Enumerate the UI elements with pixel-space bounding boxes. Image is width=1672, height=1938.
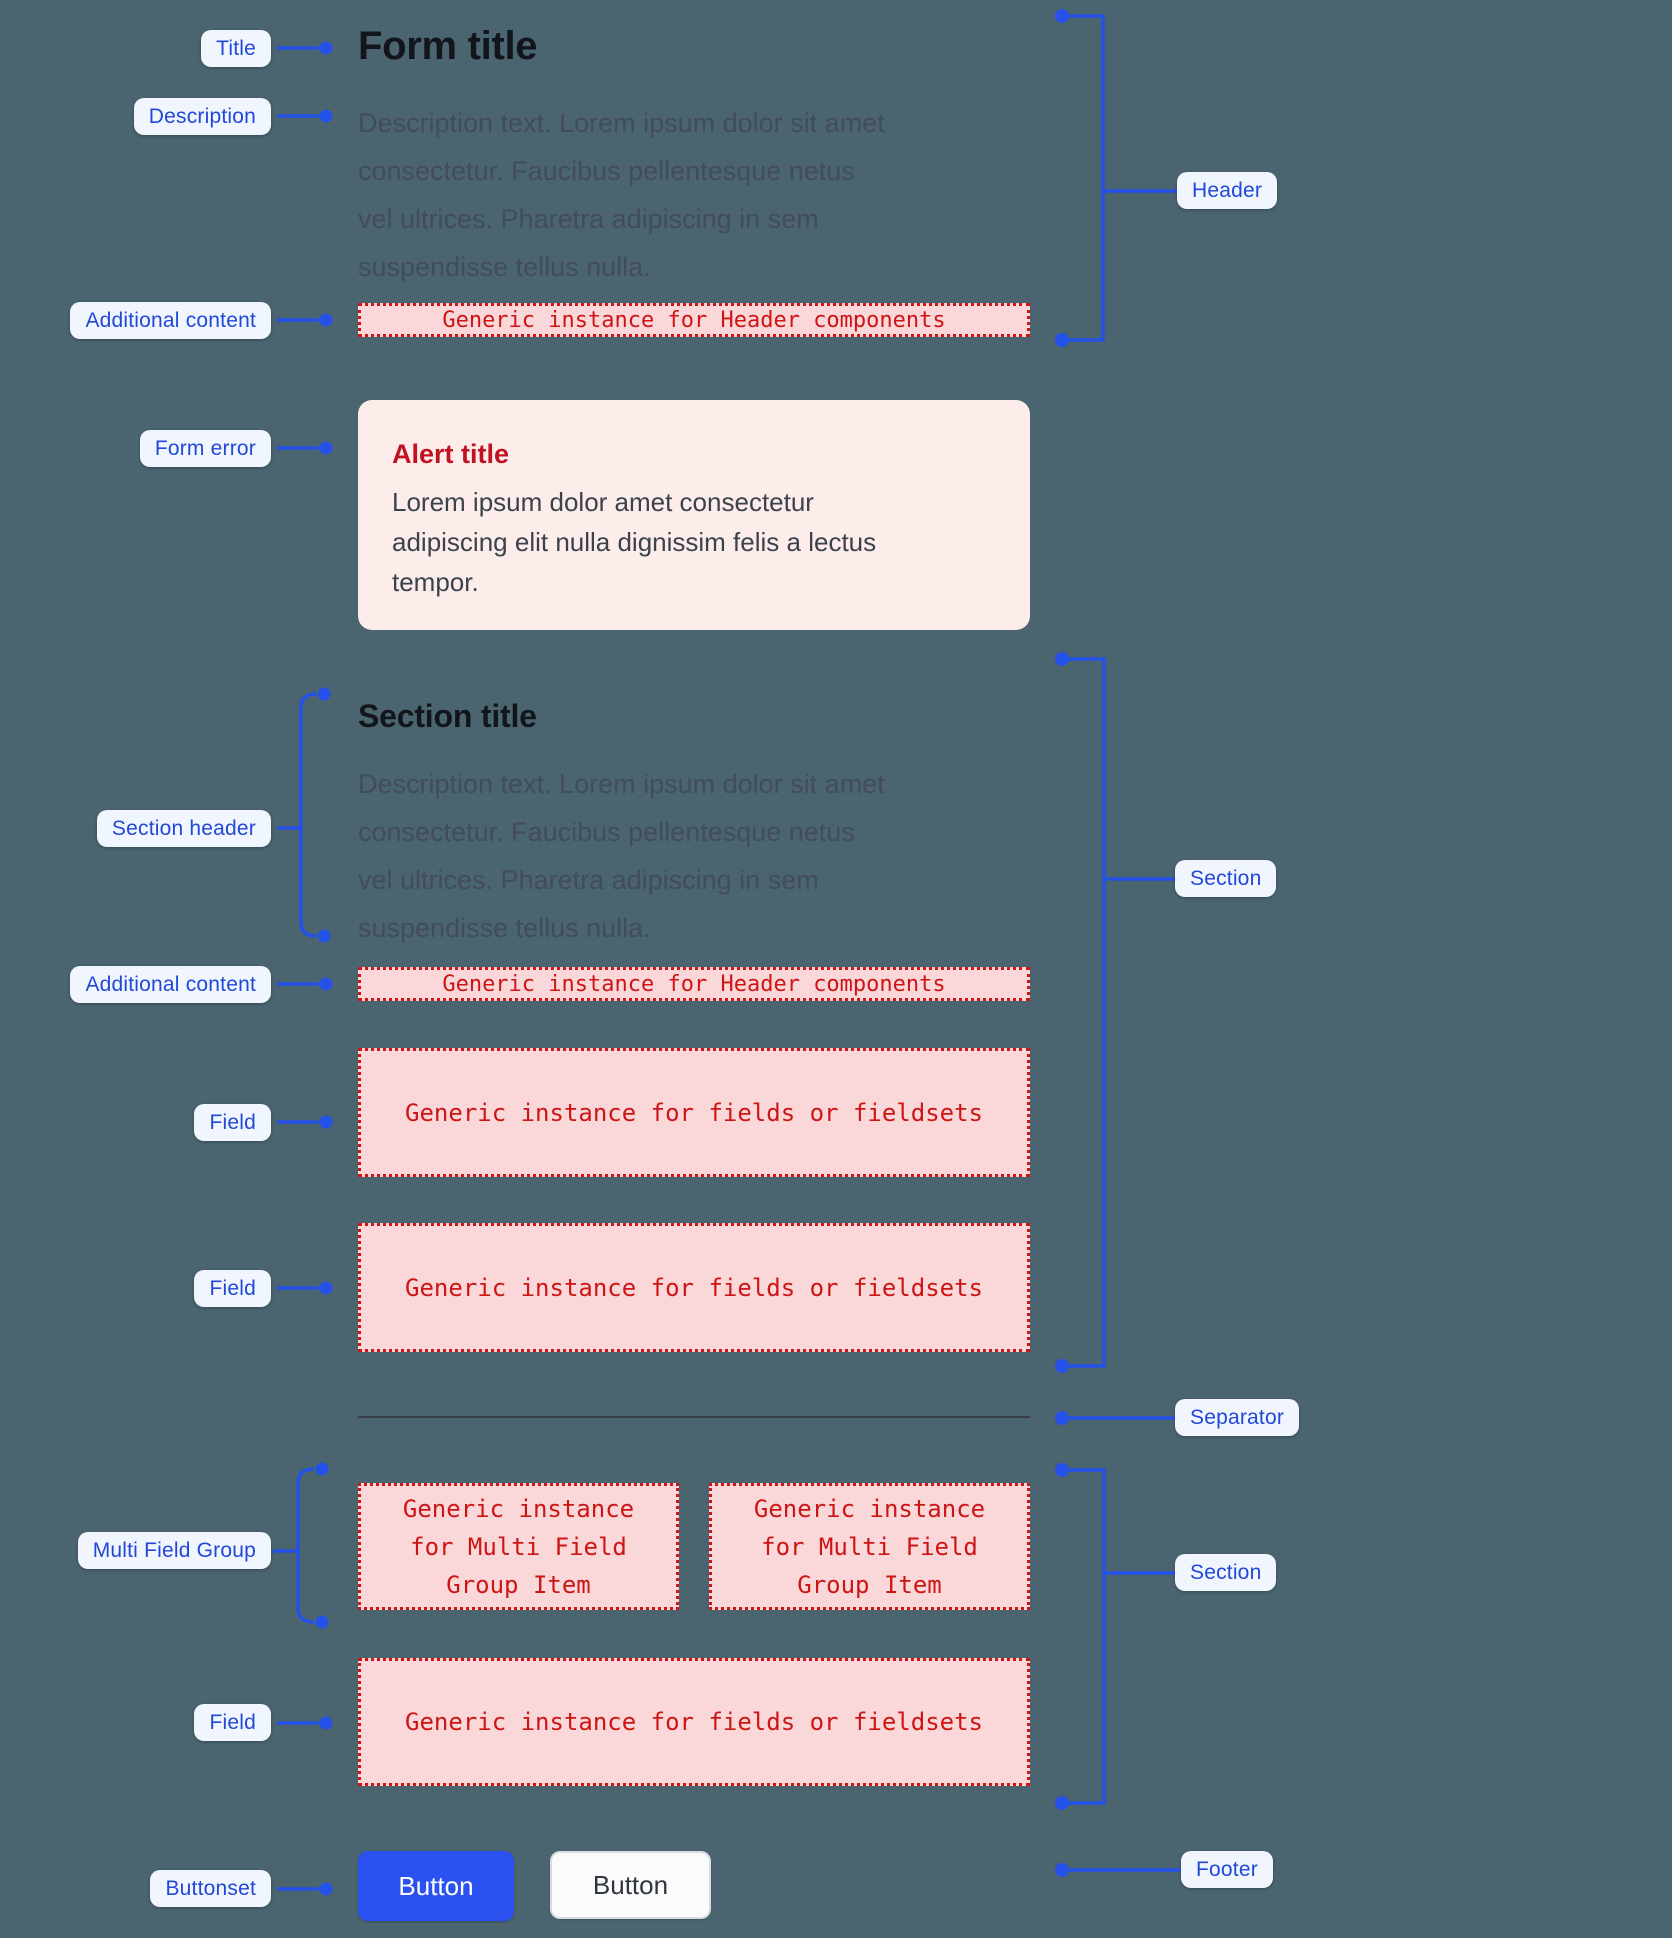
multi-field-group-item-line: for Multi Field xyxy=(761,1532,978,1561)
annotation-field-1: Field xyxy=(194,1104,271,1141)
primary-button[interactable]: Button xyxy=(358,1851,514,1921)
annotation-form-error: Form error xyxy=(140,430,271,467)
connector-header-bracket xyxy=(1055,9,1177,347)
section-additional-content-placeholder: Generic instance for Header components xyxy=(358,967,1030,1001)
connector-field-3 xyxy=(277,1717,333,1730)
annotation-title: Title xyxy=(201,30,271,67)
header-additional-content-placeholder: Generic instance for Header components xyxy=(358,303,1030,337)
multi-field-group-item-1 xyxy=(358,1483,679,1610)
alert-description-line: adipiscing elit nulla dignissim felis a lectus xyxy=(392,527,877,557)
connector-section-2-bracket xyxy=(1055,1463,1175,1810)
connector-field-1 xyxy=(277,1116,333,1129)
connector-title xyxy=(277,42,333,55)
form-error-alert xyxy=(358,400,1030,630)
alert-description-line: tempor. xyxy=(392,567,479,597)
secondary-button[interactable]: Button xyxy=(550,1851,711,1919)
annotation-field-2: Field xyxy=(194,1270,271,1307)
connector-multi-field-group-bracket xyxy=(273,1463,329,1629)
annotation-additional-content-2: Additional content xyxy=(70,966,271,1003)
connector-form-error xyxy=(277,442,333,455)
connector-additional-content-1 xyxy=(277,314,333,327)
form-description-line: vel ultrices. Pharetra adipiscing in sem xyxy=(358,204,819,234)
annotation-section-2: Section xyxy=(1175,1554,1276,1591)
section-description-line: vel ultrices. Pharetra adipiscing in sem xyxy=(358,865,819,895)
field-placeholder-2: Generic instance for fields or fieldsets xyxy=(358,1223,1030,1352)
annotation-separator: Separator xyxy=(1175,1399,1299,1436)
connector-footer xyxy=(1055,1863,1181,1877)
multi-field-group xyxy=(358,1483,1030,1610)
connector-additional-content-2 xyxy=(277,978,333,991)
connector-buttonset xyxy=(277,1883,333,1896)
annotation-additional-content-1: Additional content xyxy=(70,302,271,339)
multi-field-group-item-2 xyxy=(709,1483,1030,1610)
annotation-description: Description xyxy=(134,98,271,135)
multi-field-group-item-line: Group Item xyxy=(797,1570,942,1599)
section-description-line: Description text. Lorem ipsum dolor sit amet xyxy=(358,769,885,799)
section-description xyxy=(358,760,885,952)
connector-field-2 xyxy=(277,1282,333,1295)
connector-separator xyxy=(1055,1411,1175,1425)
annotation-footer: Footer xyxy=(1181,1851,1273,1888)
form-description-line: Description text. Lorem ipsum dolor sit amet xyxy=(358,108,885,138)
annotation-multi-field-group: Multi Field Group xyxy=(78,1532,271,1569)
section-title: Section title xyxy=(358,698,537,734)
annotation-section-1: Section xyxy=(1175,860,1276,897)
connector-description xyxy=(277,110,333,123)
separator-line xyxy=(358,1416,1030,1418)
field-placeholder-1: Generic instance for fields or fieldsets xyxy=(358,1048,1030,1177)
annotation-buttonset: Buttonset xyxy=(150,1870,271,1907)
multi-field-group-item-line: Generic instance xyxy=(753,1494,986,1523)
annotation-field-3: Field xyxy=(194,1704,271,1741)
section-description-line: consectetur. Faucibus pellentesque netus xyxy=(358,817,855,847)
alert-description-line: Lorem ipsum dolor amet consectetur xyxy=(392,487,814,517)
alert-description xyxy=(392,482,996,602)
annotation-header: Header xyxy=(1177,172,1277,209)
connector-section-1-bracket xyxy=(1055,652,1175,1373)
multi-field-group-item-line: for Multi Field xyxy=(410,1532,627,1561)
form-title: Form title xyxy=(358,24,538,68)
multi-field-group-item-line: Group Item xyxy=(446,1570,591,1599)
form-description xyxy=(358,99,885,291)
connector-section-header-bracket xyxy=(277,688,331,943)
alert-title: Alert title xyxy=(392,439,510,469)
annotation-section-header: Section header xyxy=(97,810,271,847)
form-description-line: suspendisse tellus nulla. xyxy=(358,252,651,282)
field-placeholder-3: Generic instance for fields or fieldsets xyxy=(358,1658,1030,1786)
multi-field-group-item-line: Generic instance xyxy=(402,1494,635,1523)
section-description-line: suspendisse tellus nulla. xyxy=(358,913,651,943)
form-description-line: consectetur. Faucibus pellentesque netus xyxy=(358,156,855,186)
